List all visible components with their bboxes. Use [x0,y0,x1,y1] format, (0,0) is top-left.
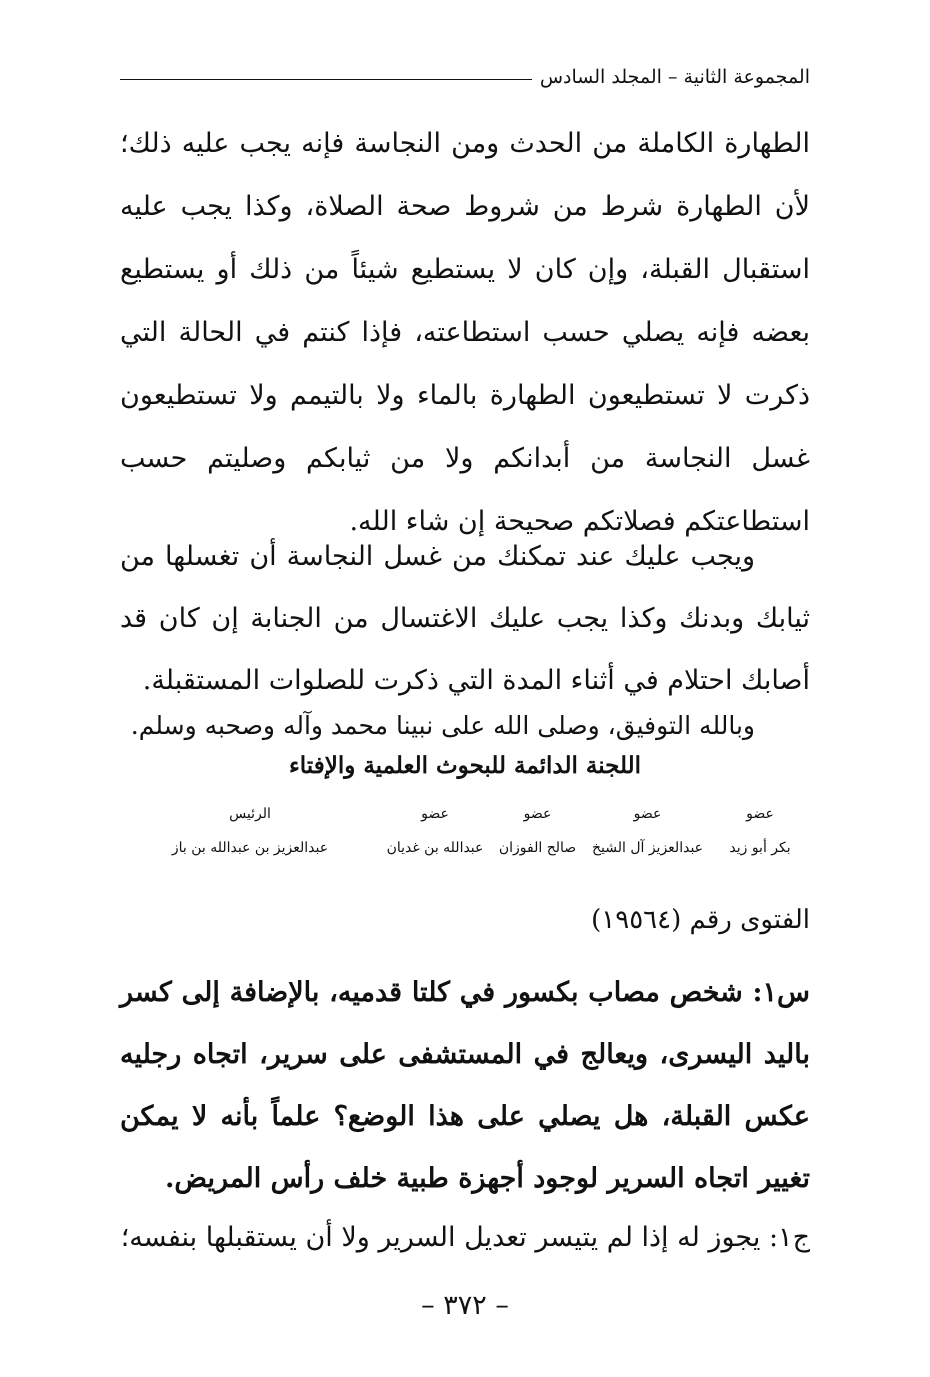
member-name: عبدالله بن غديان [386,840,484,856]
fatwa-answer: ج١: يجوز له إذا لم يتيسر تعديل السرير ولا أن يستقبلها بنفسه؛ [120,1222,810,1253]
running-title: المجموعة الثانية – المجلد السادس [539,66,810,88]
member-role: عضو [523,806,552,822]
chairman-name: عبدالعزيز بن عبدالله بن باز [171,840,329,856]
header-rule [120,79,532,80]
member-name: بكر أبو زيد [729,840,791,856]
committee-title: اللجنة الدائمة للبحوث العلمية والإفتاء [288,752,642,779]
fatwa-question: س١: شخص مصاب بكسور في كلتا قدميه، بالإضافة إلى كسر باليد اليسرى، ويعالج في المستشفى على سرير، اتجاه رجليه عكس القبلة، هل يصلي على هذا الوضع؟ علماً بأنه لا يمكن تغيير اتجاه السرير لوجود أجهزة طبية خلف رأس المريض. [120,977,810,1194]
running-header [120,62,810,92]
signature-names-row [120,840,810,856]
paragraph-purity-ruling: الطهارة الكاملة من الحدث ومن النجاسة فإنه يجب عليه ذلك؛ لأن الطهارة شرط من شروط صحة الصلاة، وكذا يجب عليه استقبال القبلة، وإن كان لا يستطيع شيئاً من ذلك أو يستطيع بعضه فإنه يصلي حسب استطاعته، فإذا كنتم في الحالة التي ذكرت لا تستطيعون الطهارة بالماء ولا بالتيمم ولا تستطيعون غسل النجاسة من أبدانكم ولا من ثيابكم وصليتم حسب استطاعتكم فصلاتكم صحيحة إن شاء الله. [120,128,810,537]
page-number: – ٣٧٢ – [421,1290,509,1321]
member-role: عضو [633,806,662,822]
paragraph-washing-impurity: ويجب عليك عند تمكنك من غسل النجاسة أن تغسلها من ثيابك وبدنك وكذا يجب عليك الاغتسال من الجنابة إن كان قد أصابك احتلام في أثناء المدة التي ذكرت للصلوات المستقبلة. [120,541,810,696]
member-role: عضو [421,806,449,822]
member-name: عبدالعزيز آل الشيخ [591,840,704,856]
chairman-role: الرئيس [229,806,271,822]
member-role: عضو [746,806,774,822]
paragraph-closing-prayer: وبالله التوفيق، وصلى الله على نبينا محمد وآله وصحبه وسلم. [130,711,755,740]
member-name: صالح الفوزان [498,840,577,856]
fatwa-number: الفتوى رقم (١٩٥٦٤) [591,905,810,935]
signature-roles-row [120,806,810,822]
